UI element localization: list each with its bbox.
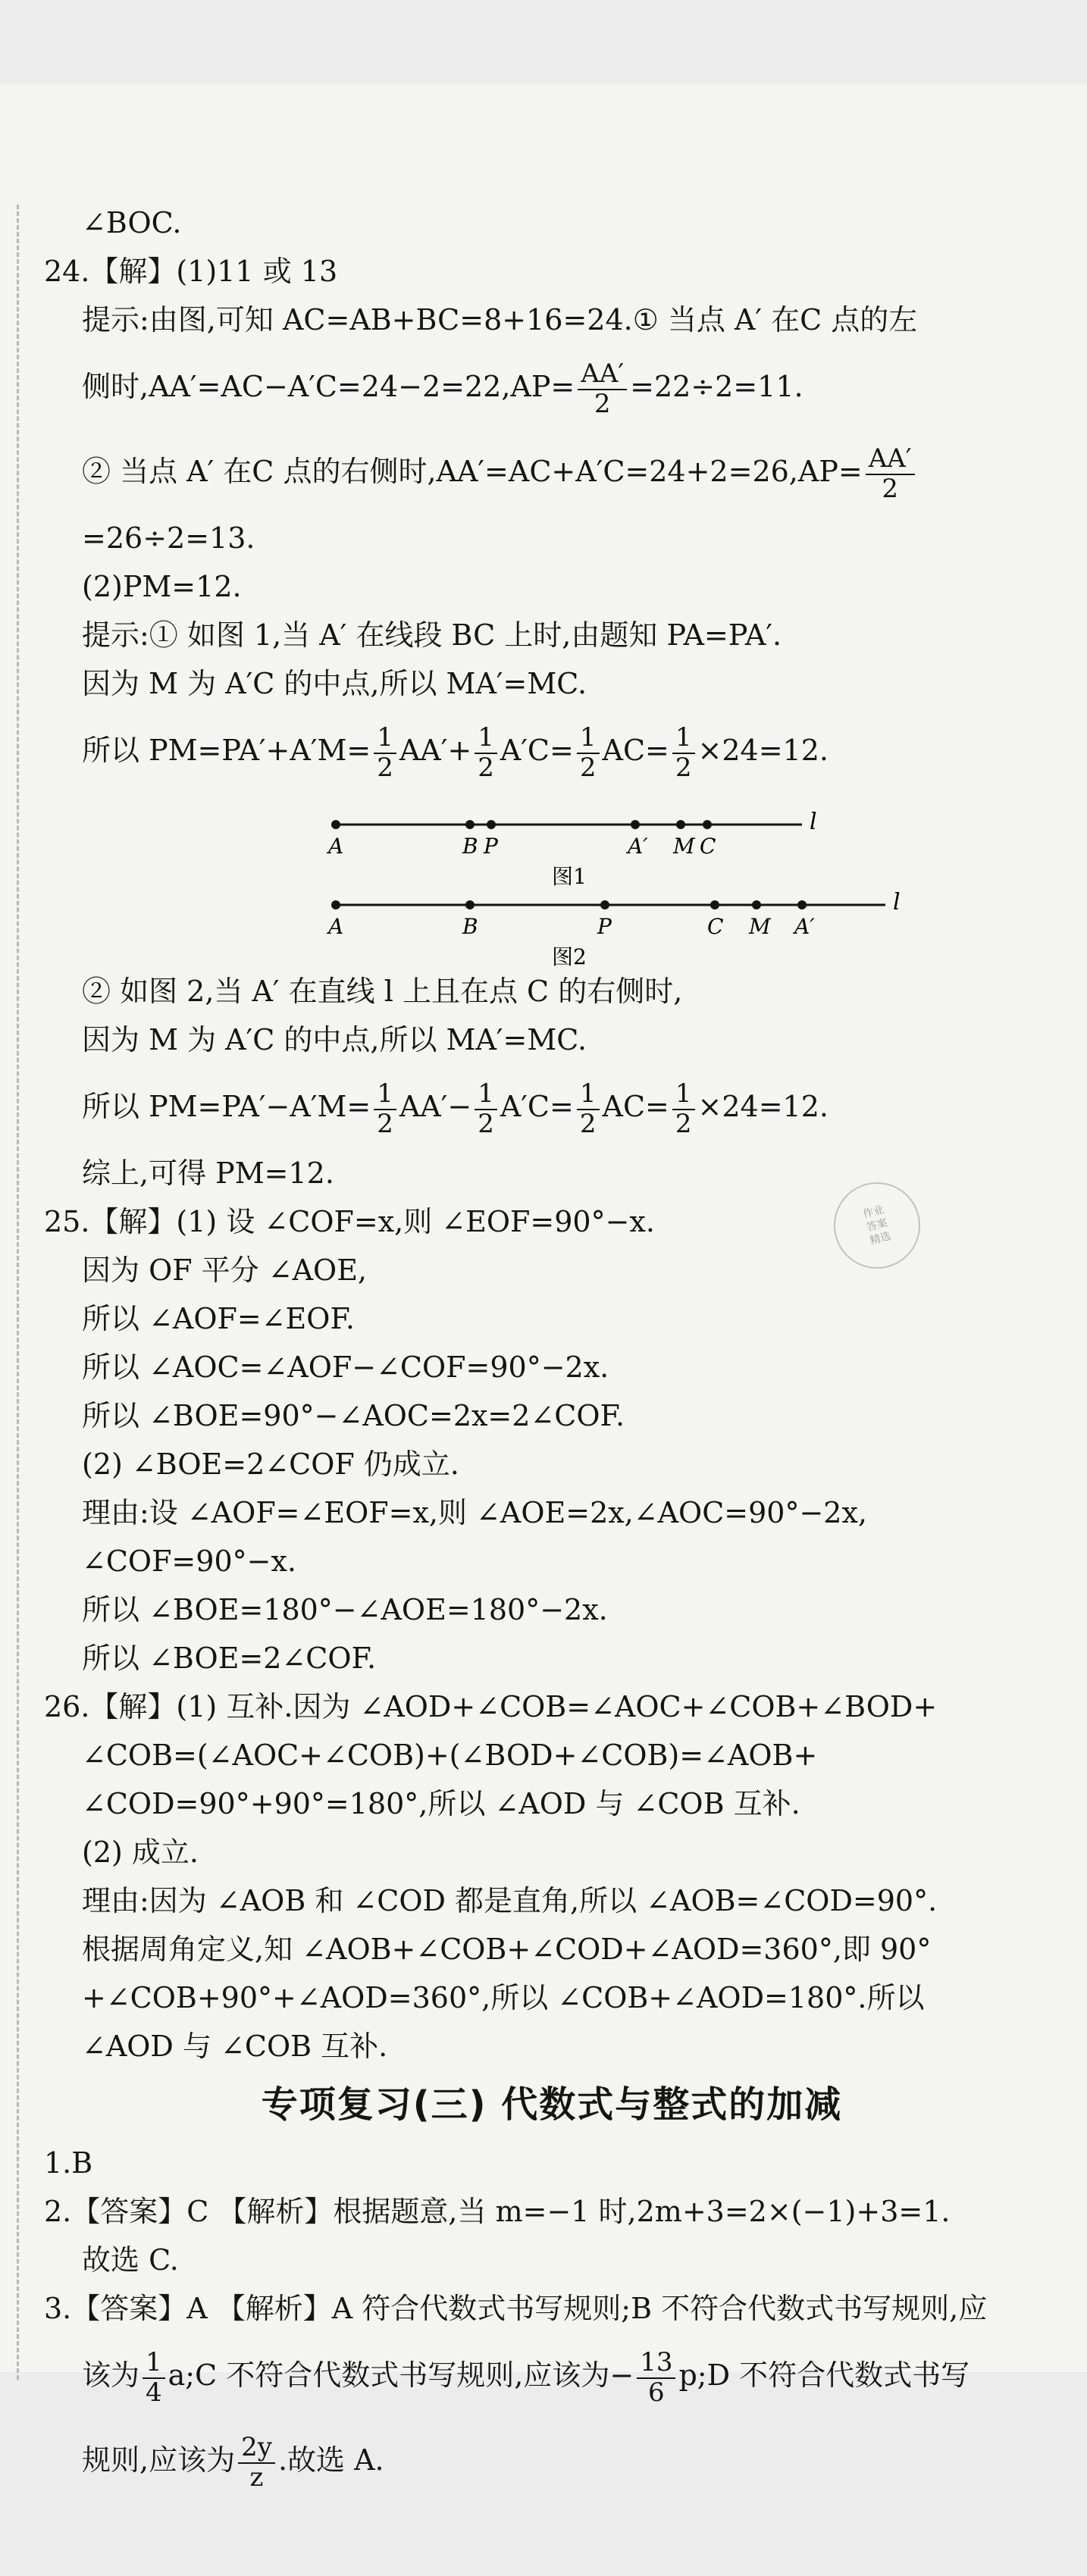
text-segment: 侧时,AA′=AC−A′C=24−2=22,AP=: [82, 370, 575, 403]
text-segment: A′C=: [500, 734, 574, 767]
text-line: ∠COF=90°−x.: [82, 1545, 296, 1578]
figure2-point-dot: [465, 900, 475, 909]
text-segment: a;C 不符合代数式书写规则,应该为−: [168, 2358, 634, 2392]
fraction: [637, 2349, 675, 2407]
fraction-denominator: 2: [579, 1108, 597, 1139]
text-line: 理由:因为 ∠AOB 和 ∠COD 都是直角,所以 ∠AOB=∠COD=90°.: [82, 1884, 938, 1917]
fraction-numerator: 1: [475, 1080, 497, 1110]
figure2-point-dot: [752, 900, 761, 909]
figures-block: [44, 793, 1060, 967]
text-line: 故选 C.: [82, 2243, 179, 2277]
text-segment: AC=: [602, 1090, 669, 1123]
figure2-point-label: C: [707, 914, 724, 939]
fraction: [475, 724, 497, 782]
text-line: 所以 ∠BOE=90°−∠AOC=2x=2∠COF.: [82, 1399, 625, 1432]
fraction: [238, 2434, 275, 2492]
text-line: 因为 M 为 A′C 的中点,所以 MA′=MC.: [82, 667, 587, 700]
problem-24-heading: 24.【解】(1)11 或 13: [44, 255, 338, 288]
fraction: [672, 1080, 695, 1138]
fraction-denominator: 2: [478, 752, 494, 783]
text-segment: AA′−: [399, 1090, 472, 1123]
text-line: 所以 ∠AOF=∠EOF.: [82, 1302, 355, 1335]
fraction-numerator: 1: [143, 2349, 165, 2378]
text-segment: ×24=12.: [697, 734, 829, 767]
figure2-caption: 图2: [552, 944, 587, 967]
fraction: [672, 724, 695, 782]
fraction-numerator: 1: [672, 724, 695, 753]
fraction: [577, 724, 600, 782]
figure2-point-label: A: [328, 914, 344, 939]
figure1-point-dot: [487, 820, 496, 829]
figure2-point-label: B: [462, 914, 478, 939]
figure1-point-label: C: [700, 834, 716, 859]
figure1-point-label: P: [484, 834, 498, 859]
text-line: ∠AOD 与 ∠COB 互补.: [82, 2030, 388, 2063]
fraction-denominator: 2: [882, 473, 898, 504]
figure1-line-label: l: [810, 809, 817, 835]
text-segment: AA′+: [399, 734, 472, 767]
figure2-point-label: M: [749, 914, 771, 939]
text-line: 所以 ∠AOC=∠AOF−∠COF=90°−2x.: [82, 1351, 609, 1384]
figure1-point-dot: [331, 820, 340, 829]
text-segment: ② 当点 A′ 在C 点的右侧时,AA′=AC+A′C=24+2=26,AP=: [82, 455, 863, 488]
text-line: 根据周角定义,知 ∠AOB+∠COB+∠COD+∠AOD=360°,即 90°: [82, 1933, 932, 1966]
text-line: ∠COD=90°+90°=180°,所以 ∠AOD 与 ∠COB 互补.: [82, 1787, 800, 1820]
fraction-denominator: 2: [675, 1108, 692, 1139]
figure2-point-dot: [600, 900, 609, 909]
figure1-point-label: M: [673, 834, 695, 859]
fraction: [866, 445, 915, 503]
answer-2: 2.【答案】C 【解析】根据题意,当 m=−1 时,2m+3=2×(−1)+3=1.: [44, 2195, 951, 2228]
stamp-line-1: 作业: [861, 1203, 885, 1221]
text-line-with-fraction: [44, 708, 1060, 793]
text-line-with-fraction: [44, 2333, 1060, 2418]
figure1-point-dot: [631, 820, 640, 829]
text-line-with-fraction: [44, 2418, 1060, 2502]
text-segment: p;D 不符合代数式书写: [678, 2358, 970, 2392]
text-segment: 规则,应该为: [82, 2443, 236, 2477]
figure2-point-dot: [710, 900, 719, 909]
problem-26-heading: 26.【解】(1) 互补.因为 ∠AOD+∠COB=∠AOC+∠COB+∠BOD+: [44, 1690, 938, 1723]
figure1-point-label: A′: [628, 834, 648, 859]
figure1-caption: 图1: [552, 864, 587, 889]
answer-1: 1.B: [44, 2146, 93, 2180]
figure1-points: [326, 820, 716, 859]
text-line: 所以 ∠BOE=2∠COF.: [82, 1642, 377, 1675]
figure2-point-dot: [331, 900, 340, 909]
fraction-numerator: 1: [577, 724, 600, 753]
figure1-point-dot: [703, 820, 712, 829]
text-segment: .故选 A.: [277, 2443, 384, 2477]
figure1-point-label: B: [462, 834, 478, 859]
text-segment: AC=: [602, 734, 669, 767]
text-line: (2)PM=12.: [82, 570, 242, 603]
fraction-denominator: 2: [579, 752, 597, 783]
text-segment: 该为: [82, 2358, 140, 2392]
figure1-point-label: A: [328, 834, 344, 859]
problem-25-heading: 25.【解】(1) 设 ∠COF=x,则 ∠EOF=90°−x.: [44, 1205, 655, 1238]
figure1-point-dot: [465, 820, 475, 829]
fraction-denominator: 2: [478, 1108, 494, 1139]
text-line: ∠BOC.: [82, 206, 182, 239]
fraction-denominator: 2: [377, 1108, 393, 1139]
section-title: 专项复习(三) 代数式与整式的加减: [261, 2083, 843, 2126]
text-line: 综上,可得 PM=12.: [82, 1157, 334, 1190]
fraction: [578, 360, 627, 418]
fraction-denominator: 4: [146, 2377, 162, 2408]
text-line: (2) ∠BOE=2∠COF 仍成立.: [82, 1448, 459, 1481]
answer-3: 3.【答案】A 【解析】A 符合代数式书写规则;B 不符合代数式书写规则,应: [44, 2292, 988, 2325]
text-segment: 所以 PM=PA′+A′M=: [82, 734, 371, 767]
fraction-numerator: 1: [672, 1080, 695, 1110]
text-line-with-fraction: [44, 344, 1060, 429]
text-line: 提示:由图,可知 AC=AB+BC=8+16=24.① 当点 A′ 在C 点的左: [82, 303, 918, 336]
fraction-numerator: AA′: [866, 445, 915, 474]
fraction-denominator: z: [249, 2462, 264, 2493]
text-line: 提示:① 如图 1,当 A′ 在线段 BC 上时,由题知 PA=PA′.: [82, 618, 782, 652]
text-line: (2) 成立.: [82, 1836, 199, 1869]
text-line: ② 如图 2,当 A′ 在直线 l 上且在点 C 的右侧时,: [82, 975, 683, 1008]
text-line: 所以 ∠BOE=180°−∠AOE=180°−2x.: [82, 1593, 608, 1626]
text-line: 理由:设 ∠AOF=∠EOF=x,则 ∠AOE=2x,∠AOC=90°−2x,: [82, 1496, 867, 1529]
fraction-denominator: 2: [675, 752, 692, 783]
fraction-numerator: 2y: [238, 2434, 275, 2463]
text-line-with-fraction: [44, 429, 1060, 514]
text-segment: 所以 PM=PA′−A′M=: [82, 1090, 371, 1123]
fraction-denominator: 6: [648, 2377, 665, 2408]
text-line: ∠COB=(∠AOC+∠COB)+(∠BOD+∠COB)=∠AOB+: [82, 1739, 818, 1772]
stamp-line-2: 答案: [865, 1216, 889, 1235]
fraction-numerator: 13: [637, 2349, 675, 2378]
fraction: [577, 1080, 600, 1138]
fraction-numerator: 1: [577, 1080, 600, 1110]
text-line: 因为 M 为 A′C 的中点,所以 MA′=MC.: [82, 1023, 587, 1056]
figure2-point-label: A′: [794, 914, 815, 939]
binding-margin-line: [17, 205, 19, 2380]
fraction-denominator: 2: [377, 752, 393, 783]
fraction-numerator: AA′: [578, 360, 627, 390]
text-line-with-fraction: [44, 1064, 1060, 1149]
fraction: [143, 2349, 165, 2407]
text-line: 因为 OF 平分 ∠AOE,: [82, 1254, 368, 1287]
text-segment: ×24=12.: [697, 1090, 829, 1123]
figure2-line-label: l: [893, 889, 901, 916]
fraction-denominator: 2: [594, 388, 611, 419]
figure2-points: [326, 900, 815, 939]
text-line: =26÷2=13.: [82, 521, 255, 555]
text-segment: A′C=: [500, 1090, 574, 1123]
figure2-point-dot: [797, 900, 807, 909]
fraction-numerator: 1: [374, 1080, 396, 1110]
text-line: +∠COB+90°+∠AOD=360°,所以 ∠COB+∠AOD=180°.所以: [82, 1981, 925, 2014]
figure1-point-dot: [676, 820, 685, 829]
answer-content: [44, 199, 1060, 2502]
fraction-numerator: 1: [374, 724, 396, 753]
fraction: [475, 1080, 497, 1138]
line-segment-figures: [271, 793, 923, 967]
fraction-numerator: 1: [475, 724, 497, 753]
fraction: [374, 724, 396, 782]
stamp-line-3: 精选: [869, 1230, 893, 1247]
figure2-point-label: P: [597, 914, 612, 939]
text-segment: =22÷2=11.: [630, 370, 804, 403]
fraction: [374, 1080, 396, 1138]
